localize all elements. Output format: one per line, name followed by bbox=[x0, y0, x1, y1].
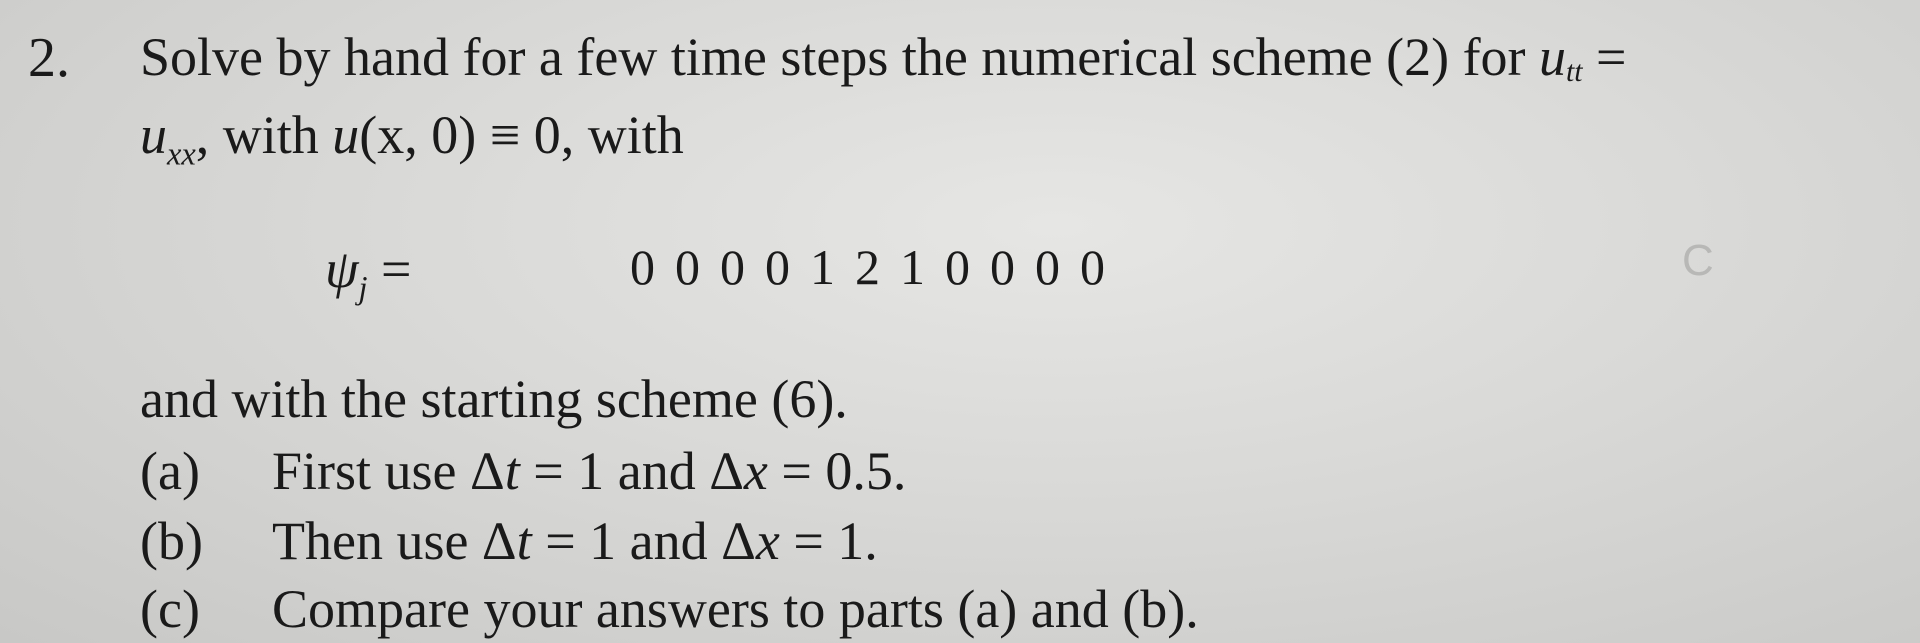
problem-number: 2. bbox=[28, 27, 70, 89]
psi-value: 0 bbox=[765, 239, 790, 295]
psi-value: 0 bbox=[1080, 239, 1105, 295]
equals-sign: = bbox=[1582, 27, 1627, 87]
psi-value: 2 bbox=[855, 239, 880, 295]
psi-symbol: ψ bbox=[325, 239, 359, 299]
var-u: u bbox=[140, 105, 167, 165]
var-x: x bbox=[743, 441, 768, 501]
psi-equals: = bbox=[367, 239, 412, 299]
part-text: Then use Δ bbox=[272, 511, 517, 571]
psi-value: 0 bbox=[720, 239, 745, 295]
part-text: = 1 and Δ bbox=[531, 511, 756, 571]
psi-value: 0 bbox=[945, 239, 970, 295]
initial-condition: (x, 0) ≡ 0, with bbox=[359, 105, 684, 165]
part-a bbox=[140, 440, 906, 502]
problem-statement-line-2 bbox=[140, 105, 684, 173]
part-label: (b) bbox=[140, 511, 203, 571]
var-u: u bbox=[1539, 27, 1567, 87]
statement-text: , with bbox=[195, 105, 333, 165]
subscript-xx: xx bbox=[167, 136, 196, 173]
part-c bbox=[140, 578, 1199, 640]
psi-subscript: j bbox=[358, 270, 368, 307]
psi-value: 1 bbox=[900, 239, 925, 295]
subscript-tt: tt bbox=[1566, 55, 1583, 88]
psi-value: 0 bbox=[675, 239, 700, 295]
part-text: Compare your answers to parts (a) and (b). bbox=[272, 579, 1199, 639]
part-text: = 1. bbox=[779, 511, 878, 571]
margin-mark: C bbox=[1682, 236, 1714, 285]
part-label: (a) bbox=[140, 441, 200, 501]
psi-value: 0 bbox=[630, 239, 655, 295]
part-text: First use Δ bbox=[272, 441, 505, 501]
psi-value: 0 bbox=[1035, 239, 1060, 295]
statement-text: Solve by hand for a few time steps the numerical scheme (2) for bbox=[140, 27, 1540, 87]
psi-values bbox=[630, 238, 1125, 296]
psi-value: 1 bbox=[810, 239, 835, 295]
part-text: = 0.5. bbox=[767, 441, 907, 501]
starting-scheme-line: and with the starting scheme (6). bbox=[140, 369, 848, 429]
part-text: = 1 and Δ bbox=[519, 441, 744, 501]
func-u: u bbox=[332, 105, 360, 165]
part-label: (c) bbox=[140, 579, 200, 639]
part-b bbox=[140, 510, 878, 572]
var-x: x bbox=[755, 511, 780, 571]
psi-label bbox=[325, 238, 412, 307]
var-t: t bbox=[504, 441, 520, 501]
problem-statement-line-1 bbox=[140, 27, 1627, 88]
var-t: t bbox=[516, 511, 532, 571]
psi-value: 0 bbox=[990, 239, 1015, 295]
